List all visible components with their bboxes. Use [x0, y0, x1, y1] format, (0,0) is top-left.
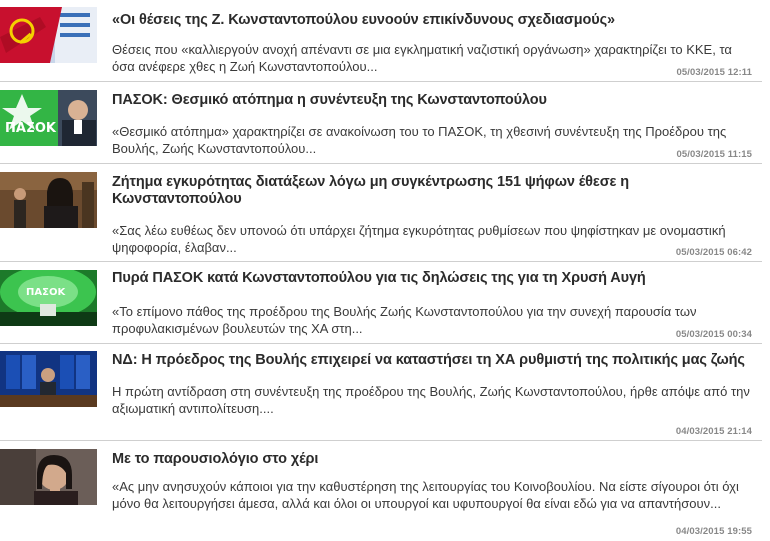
article-excerpt: «Σας λέω ευθέως δεν υπονοώ ότι υπάρχει ζήτημα εγκυρότητας ρυθμίσεων που ψηφίστηκαν με ονομαστική ψηφοφορία, έλαβαν... — [112, 223, 726, 255]
article-excerpt: «Ας μην ανησυχούν κάποιοι για την καθυστέρηση της λειτουργίας του Κοινοβουλίου. Να είστε σίγουροι ότι όχι μόνο θα λειτουργήσει άμεσα, αλλά και όλοι οι υπουργοί και υφυπουργοί θα είναι εδώ για να απαντήσουν... — [112, 479, 739, 511]
news-item — [0, 82, 762, 164]
news-item — [0, 262, 762, 344]
news-item — [0, 344, 762, 441]
article-headline[interactable]: ΠΑΣΟΚ: Θεσμικό ατόπημα η συνέντευξη της Κωνσταντοπούλου — [112, 92, 547, 108]
article-headline[interactable]: Πυρά ΠΑΣΟΚ κατά Κωνσταντοπούλου για τις δηλώσεις της για τη Χρυσή Αυγή — [112, 270, 646, 286]
pasok-logo-thumbnail[interactable] — [0, 90, 97, 146]
pasok-stage-thumbnail[interactable] — [0, 270, 97, 326]
news-item — [0, 164, 762, 262]
article-headline[interactable]: Με το παρουσιολόγιο στο χέρι — [112, 451, 319, 467]
article-excerpt: «Θεσμικό ατόπημα» χαρακτηρίζει σε ανακοίνωση του το ΠΑΣΟΚ, τη χθεσινή συνέντευξη της Προέδρου της Βουλής, Ζωής Κωνσταντοπούλου... — [112, 124, 727, 156]
news-item — [0, 441, 762, 541]
article-excerpt: Η πρώτη αντίδραση στη συνέντευξη της προέδρου της Βουλής, Ζωής Κωνσταντοπούλου, ήρθε απόψε από την αξιωματική αντιπολίτευση.... — [112, 384, 750, 416]
article-excerpt: «Το επίμονο πάθος της προέδρου της Βουλής Ζωής Κωνσταντοπούλου για την συνεχή παρουσία των προφυλακισμένων βουλευτών της ΧΑ στη... — [112, 304, 697, 336]
article-headline[interactable]: ΝΔ: Η πρόεδρος της Βουλής επιχειρεί να καταστήσει τη ΧΑ ρυθμιστή της πολιτικής μας ζωής — [112, 352, 745, 368]
article-timestamp: 04/03/2015 21:14 — [675, 426, 752, 437]
article-headline[interactable]: Ζήτημα εγκυρότητας διατάξεων λόγω μη συγκέντρωσης 151 ψήφων έθεσε η Κωνσταντοπούλου — [112, 174, 629, 207]
article-timestamp: 05/03/2015 06:42 — [675, 247, 752, 258]
speaker-portrait-thumbnail[interactable] — [0, 172, 97, 228]
speaker-closeup-thumbnail[interactable] — [0, 449, 97, 505]
pasok-stage-text: ΠΑΣΟΚ — [26, 287, 66, 298]
article-timestamp: 05/03/2015 12:11 — [676, 67, 752, 78]
news-item — [0, 0, 762, 82]
article-headline[interactable]: «Οι θέσεις της Ζ. Κωνσταντοπούλου ευνοούν επικίνδυνους σχεδιασμούς» — [112, 12, 615, 28]
pasok-logo-text: ΠΑΣΟΚ — [5, 121, 56, 136]
kke-flag-thumbnail[interactable] — [0, 7, 97, 63]
article-timestamp: 05/03/2015 11:15 — [676, 149, 752, 160]
article-excerpt: Θέσεις που «καλλιεργούν ανοχή απέναντι σε μια εγκληματική ναζιστική οργάνωση» χαρακτηρίζει το ΚΚΕ, τα όσα ανέφερε χθες η Ζωή Κωνσταντοπούλου... — [112, 42, 732, 74]
article-timestamp: 05/03/2015 00:34 — [675, 329, 752, 340]
press-conference-thumbnail[interactable] — [0, 351, 97, 407]
article-timestamp: 04/03/2015 19:55 — [675, 526, 752, 537]
